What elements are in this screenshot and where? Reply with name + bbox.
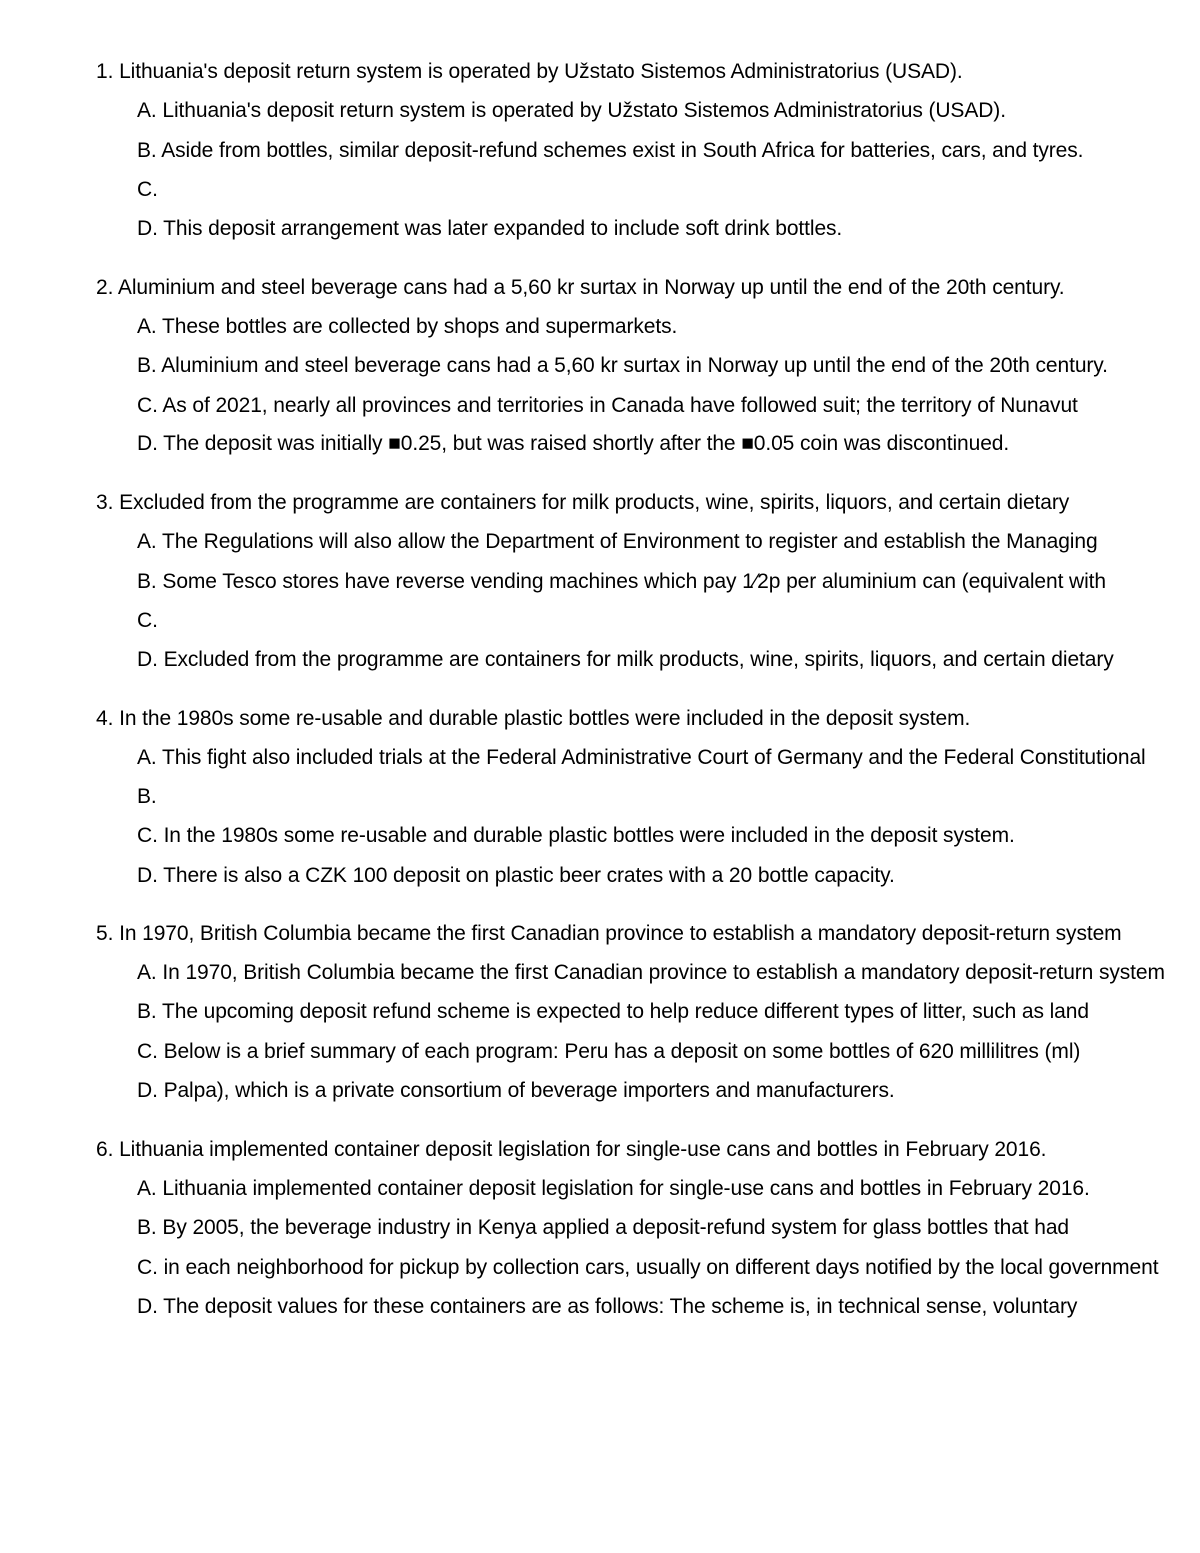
option-d bbox=[137, 863, 895, 889]
option-text: There is also a CZK 100 deposit on plastic beer crates with a 20 bottle capacity. bbox=[163, 864, 895, 887]
option-a bbox=[137, 1176, 1090, 1202]
question-number: 6. bbox=[96, 1138, 114, 1161]
option-b bbox=[137, 999, 1089, 1025]
option-text: Lithuania implemented container deposit legislation for single-use cans and bottles in February 2016. bbox=[162, 1177, 1090, 1200]
question-text: In 1970, British Columbia became the first Canadian province to establish a mandatory deposit-return system bbox=[119, 922, 1122, 945]
question-stem bbox=[96, 1137, 1046, 1163]
question-number: 5. bbox=[96, 922, 114, 945]
option-c bbox=[137, 1039, 1080, 1065]
option-letter: D. bbox=[137, 648, 158, 671]
option-c bbox=[137, 177, 158, 203]
option-d bbox=[137, 1078, 895, 1104]
question-number: 3. bbox=[96, 491, 114, 514]
option-text: As of 2021, nearly all provinces and territories in Canada have followed suit; the territory of Nunavut bbox=[162, 394, 1078, 417]
question-stem bbox=[96, 59, 963, 85]
option-text: The deposit values for these containers are as follows: The scheme is, in technical sense, voluntary bbox=[163, 1295, 1078, 1318]
option-text: Below is a brief summary of each program: Peru has a deposit on some bottles of 620 millilitres (ml) bbox=[163, 1040, 1081, 1063]
question-stem bbox=[96, 706, 970, 732]
option-text: in each neighborhood for pickup by collection cars, usually on different days notified by the local government bbox=[163, 1256, 1159, 1279]
option-text: By 2005, the beverage industry in Kenya applied a deposit-refund system for glass bottles that had bbox=[162, 1216, 1069, 1239]
question-text: Lithuania's deposit return system is operated by Užstato Sistemos Administratorius (USAD). bbox=[119, 60, 963, 83]
option-letter: D. bbox=[137, 864, 158, 887]
option-text: Aside from bottles, similar deposit-refund schemes exist in South Africa for batteries, cars, and tyres. bbox=[161, 139, 1084, 162]
option-text: Aluminium and steel beverage cans had a 5,60 kr surtax in Norway up until the end of the 20th century. bbox=[161, 354, 1108, 377]
option-letter: D. bbox=[137, 432, 158, 455]
option-text: Excluded from the programme are containers for milk products, wine, spirits, liquors, and certain dietary bbox=[163, 648, 1114, 671]
question-number: 1. bbox=[96, 60, 114, 83]
option-text: Lithuania's deposit return system is operated by Užstato Sistemos Administratorius (USAD). bbox=[162, 99, 1006, 122]
option-text: These bottles are collected by shops and supermarkets. bbox=[162, 315, 678, 338]
option-c bbox=[137, 393, 1078, 419]
option-b bbox=[137, 138, 1083, 164]
question-number: 4. bbox=[96, 707, 114, 730]
option-letter: A. bbox=[137, 99, 157, 122]
option-d bbox=[137, 431, 1009, 457]
option-text: In the 1980s some re-usable and durable plastic bottles were included in the deposit system. bbox=[163, 824, 1015, 847]
option-d bbox=[137, 216, 842, 242]
option-letter: C. bbox=[137, 609, 158, 632]
option-letter: C. bbox=[137, 394, 158, 417]
option-a bbox=[137, 960, 1165, 986]
option-c bbox=[137, 608, 158, 634]
option-letter: B. bbox=[137, 354, 157, 377]
question-text: Excluded from the programme are containers for milk products, wine, spirits, liquors, and certain dietary bbox=[119, 491, 1070, 514]
option-letter: A. bbox=[137, 961, 157, 984]
option-letter: D. bbox=[137, 217, 158, 240]
option-letter: D. bbox=[137, 1295, 158, 1318]
option-b bbox=[137, 784, 157, 810]
option-letter: C. bbox=[137, 1040, 158, 1063]
option-letter: A. bbox=[137, 530, 157, 553]
question-number: 2. bbox=[96, 276, 114, 299]
option-c bbox=[137, 823, 1015, 849]
option-letter: C. bbox=[137, 178, 158, 201]
option-a bbox=[137, 314, 677, 340]
option-d bbox=[137, 647, 1114, 673]
option-text: Palpa), which is a private consortium of beverage importers and manufacturers. bbox=[163, 1079, 895, 1102]
option-letter: C. bbox=[137, 824, 158, 847]
option-text: This fight also included trials at the Federal Administrative Court of Germany and the Federal Constitutional bbox=[162, 746, 1146, 769]
option-letter: B. bbox=[137, 570, 157, 593]
question-stem bbox=[96, 275, 1065, 301]
option-b bbox=[137, 353, 1108, 379]
option-letter: B. bbox=[137, 785, 157, 808]
option-a bbox=[137, 98, 1006, 124]
option-a bbox=[137, 745, 1146, 771]
question-text: Aluminium and steel beverage cans had a 5,60 kr surtax in Norway up until the end of the 20th century. bbox=[117, 276, 1065, 299]
option-letter: C. bbox=[137, 1256, 158, 1279]
question-text: In the 1980s some re-usable and durable plastic bottles were included in the deposit system. bbox=[119, 707, 971, 730]
option-text: In 1970, British Columbia became the first Canadian province to establish a mandatory deposit-return system bbox=[162, 961, 1165, 984]
option-text: The deposit was initially ■0.25, but was raised shortly after the ■0.05 coin was discontinued. bbox=[163, 432, 1010, 455]
option-a bbox=[137, 529, 1098, 555]
option-d bbox=[137, 1294, 1077, 1320]
option-letter: B. bbox=[137, 139, 157, 162]
question-text: Lithuania implemented container deposit legislation for single-use cans and bottles in February 2016. bbox=[119, 1138, 1047, 1161]
option-letter: A. bbox=[137, 746, 157, 769]
option-text: This deposit arrangement was later expanded to include soft drink bottles. bbox=[163, 217, 843, 240]
option-text: Some Tesco stores have reverse vending machines which pay 1⁄2p per aluminium can (equivalent with bbox=[162, 570, 1106, 593]
option-text: The Regulations will also allow the Department of Environment to register and establish the Managing bbox=[162, 530, 1098, 553]
option-text: The upcoming deposit refund scheme is expected to help reduce different types of litter, such as land bbox=[162, 1000, 1089, 1023]
option-b bbox=[137, 569, 1106, 595]
option-letter: D. bbox=[137, 1079, 158, 1102]
option-letter: B. bbox=[137, 1216, 157, 1239]
option-b bbox=[137, 1215, 1069, 1241]
option-letter: A. bbox=[137, 1177, 157, 1200]
question-stem bbox=[96, 490, 1069, 516]
option-letter: B. bbox=[137, 1000, 157, 1023]
question-stem bbox=[96, 921, 1122, 947]
option-letter: A. bbox=[137, 315, 157, 338]
option-c bbox=[137, 1255, 1158, 1281]
